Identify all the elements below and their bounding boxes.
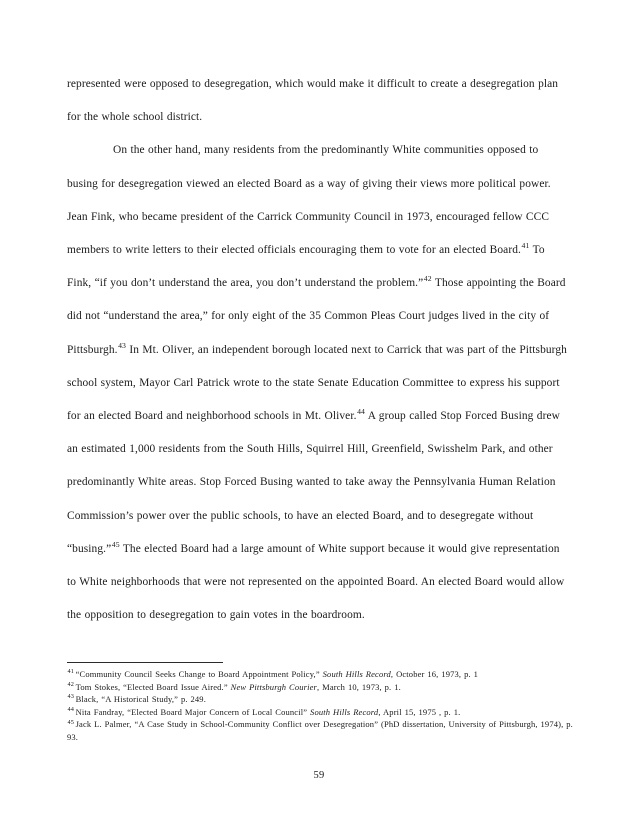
footnote-reference-44[interactable]: 44 [357,407,366,417]
body-paragraph [67,134,571,632]
page-number: 59 [313,770,325,781]
text-run: The elected Board had a large amount of White support because it would give representation to White neighborhoods that were not represented on the appointed Board. An elected Board would allow the opposition to desegregation to gain votes in the boardroom. [67,542,565,622]
footnote-44 [67,706,575,719]
footnote-reference-45[interactable]: 45 [111,540,120,550]
text-run: , October 16, 1973, p. 1 [390,669,479,679]
footnote-reference-43[interactable]: 43 [118,340,127,350]
text-run: In Mt. Oliver, an independent borough located next to Carrick that was part of the Pittsburgh school system, Mayor Carl Patrick wrote to the state Senate Education Committee to express his support for an elected Board and neighborhood schools in Mt. Oliver. [67,343,567,423]
footnote-41 [67,668,575,681]
italic-title: South Hills Record [322,669,391,679]
text-run: “Community Council Seeks Change to Board Appointment Policy,” [75,669,323,679]
text-run: Those appointing the Board did not “understand the area,” for only eight of the 35 Common Pleas Court judges lived in the city of Pittsburgh. [67,277,566,356]
text-run: Jack L. Palmer, “A Case Study in School-Community Conflict over Desegregation” (PhD dissertation, University of Pittsburgh, 1974), p. 93. [67,719,573,742]
text-run: Black, “A Historical Study,” p. 249. [75,694,206,705]
footnote-marker-41: 41 [67,668,75,676]
text-run: represented were opposed to desegregation, which would make it difficult to create a desegregation plan for the whole school district. [67,78,559,124]
italic-title: South Hills Record [310,706,379,717]
text-run: Nita Fandray, “Elected Board Major Concern of Local Council” [75,706,311,717]
body-paragraph [67,68,571,134]
text-run: , April 15, 1975 , p. 1. [378,706,461,717]
footnote-separator-rule [67,662,223,663]
footnote-marker-45: 45 [67,718,75,726]
italic-title: New Pittsburgh Courier [230,681,317,692]
text-run: Tom Stokes, “Elected Board Issue Aired.” [75,681,231,692]
footnote-45 [67,718,575,743]
body-text-block [67,68,571,632]
text-run: On the other hand, many residents from the predominantly White communities opposed to busing for desegregation viewed an elected Board as a way of giving their views more political power. Jean Fink, who became president of the Carrick Community Council in 1973, encouraged fellow CCC members to write letters to their elected officials encouraging them to vote for an elected Board. [67,144,551,257]
footnote-42 [67,681,575,694]
text-run: A group called Stop Forced Busing drew an estimated 1,000 residents from the South Hills, Squirrel Hill, Greenfield, Swisshelm Park, and other predominantly White areas. Stop Forced Busing wanted to take away the Pennsylvania Human Relation Commission’s power over the public schools, to have an elected Board, and to desegregate without “busing.” [67,410,560,555]
footnote-marker-42: 42 [67,680,75,688]
footnotes-block [67,668,575,744]
text-run: To Fink, “if you don’t understand the area, you don’t understand the problem.” [67,244,545,290]
footnote-reference-42[interactable]: 42 [423,274,432,284]
footnote-43 [67,693,575,706]
footnote-marker-44: 44 [67,705,75,713]
footnote-reference-41[interactable]: 41 [521,241,530,251]
footnote-marker-43: 43 [67,693,75,701]
text-run: , March 10, 1973, p. 1. [317,681,401,692]
